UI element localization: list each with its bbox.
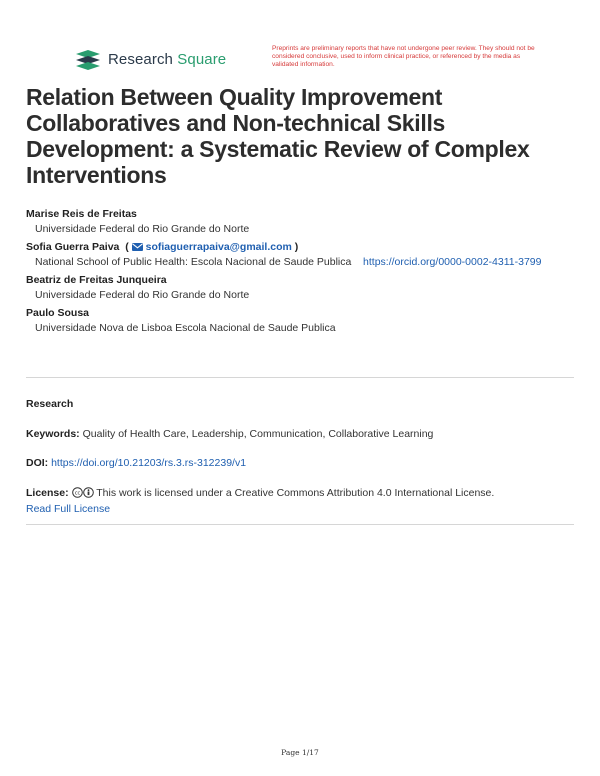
logo-text: Research Square [108,50,227,68]
creative-commons-icon [72,487,83,498]
author-name: Beatriz de Freitas Junqueira [26,274,167,286]
divider [26,524,574,525]
author-email-link[interactable]: sofiaguerrapaiva@gmail.com [145,241,292,253]
author-name: Paulo Sousa [26,307,90,319]
divider [26,377,574,378]
envelope-icon [132,243,143,251]
doi-label: DOI: [26,457,49,469]
license-label: License: [26,487,69,499]
license-text: This work is licensed under a Creative Commons Attribution 4.0 International License. [96,487,495,499]
preprint-disclaimer: Preprints are preliminary reports that have not undergone peer review. They should not be considered conclusive, used to inform clinical practice, or referenced by the media as validated information. [272,45,535,68]
author-affiliation: Universidade Nova de Lisboa Escola Nacional de Saude Publica [35,322,336,334]
license [26,485,576,517]
author-list [26,207,576,339]
research-square-logo-icon [74,48,102,70]
paper-title: Relation Between Quality Improvement Collaboratives and Non-technical Skills Development: a Systematic Review of Complex Interventions [26,84,530,188]
article-type: Research [26,398,74,410]
author-entry [26,207,576,237]
author-affiliation: Universidade Federal do Rio Grande do Norte [35,289,250,301]
author-entry [26,273,576,303]
author-name: Sofia Guerra Paiva ( sofiaguerrapaiva@gmail.com ) [26,241,299,253]
read-full-license-link[interactable]: Read Full License [26,503,111,515]
doi [26,455,576,471]
author-entry [26,240,576,270]
research-square-logo[interactable] [74,48,226,70]
svg-text:cc: cc [74,490,80,497]
keywords-label: Keywords: [26,428,80,440]
keywords-value: Quality of Health Care, Leadership, Communication, Collaborative Learning [82,428,434,440]
author-name: Marise Reis de Freitas [26,208,137,220]
author-affiliation: Universidade Federal do Rio Grande do Norte [35,223,250,235]
page-number: Page 1/17 [281,748,319,757]
header [0,0,600,80]
attribution-icon [83,487,94,498]
author-affiliation: National School of Public Health: Escola Nacional de Saude Publica https://orcid.org/0000-0002-4311-3799 [35,256,542,268]
doi-link[interactable]: https://doi.org/10.21203/rs.3.rs-312239/v1 [51,457,247,469]
keywords [26,426,576,442]
author-entry [26,306,576,336]
orcid-link[interactable]: https://orcid.org/0000-0002-4311-3799 [363,256,542,268]
